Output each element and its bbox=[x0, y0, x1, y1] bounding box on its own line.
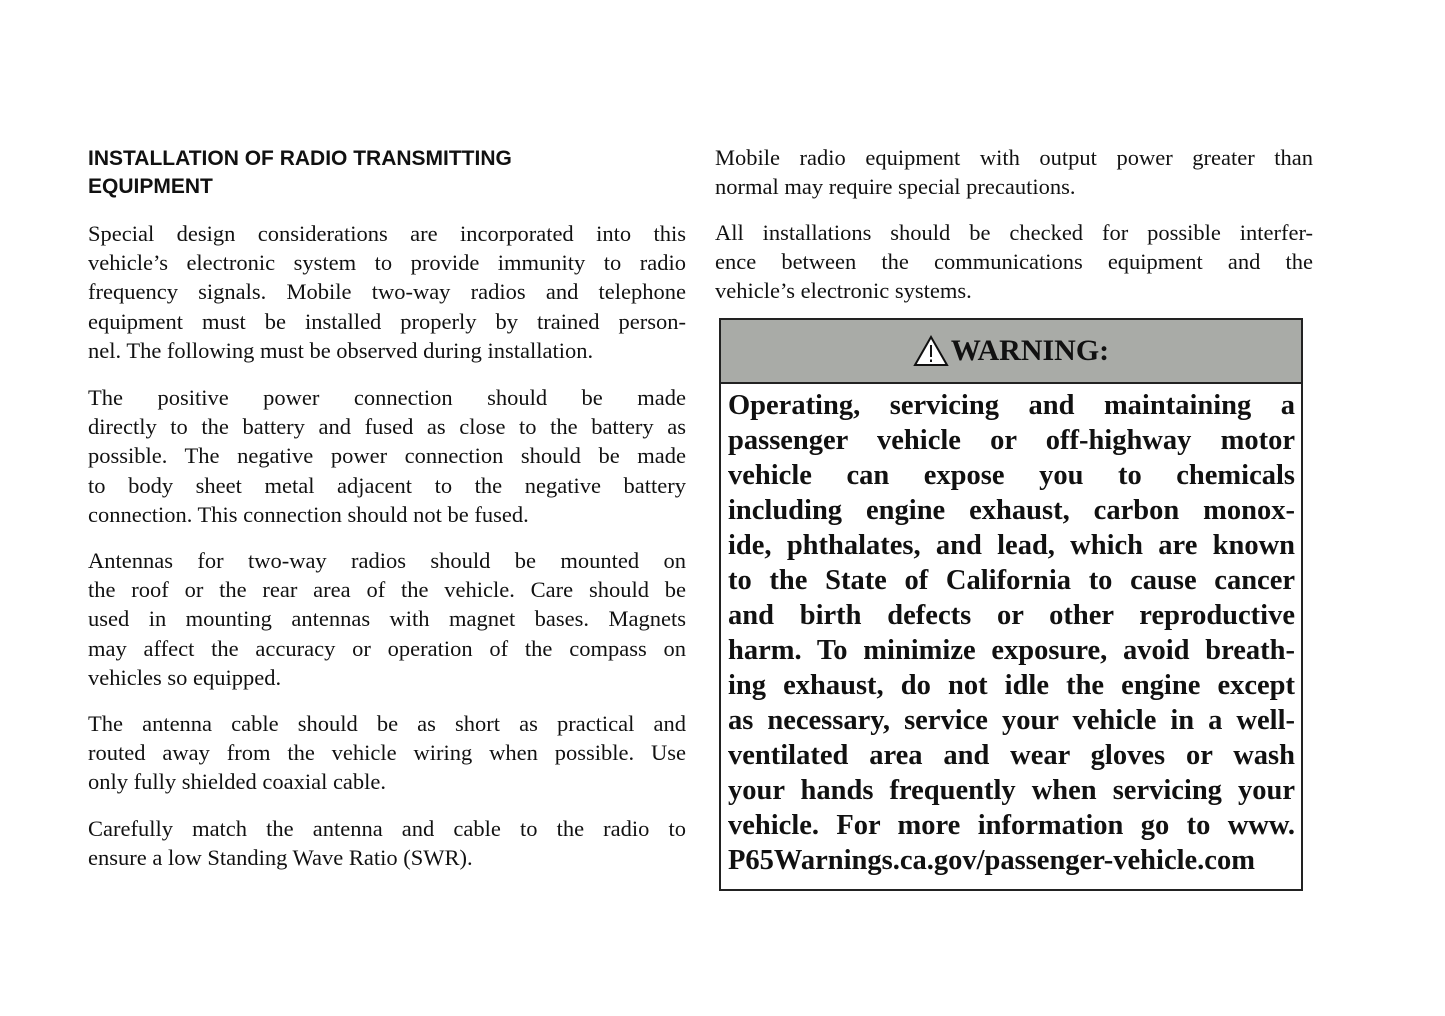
warning-line: your hands frequently when servicing your bbox=[728, 775, 1295, 806]
text-line: vehicles so equipped. bbox=[88, 664, 282, 690]
text-line: The positive power connection should be made bbox=[88, 385, 686, 410]
text-line: to body sheet metal adjacent to the negative battery bbox=[88, 472, 686, 498]
warning-line: ventilated area and wear gloves or wash bbox=[728, 740, 1295, 771]
warning-line: Operating, servicing and maintaining a bbox=[728, 390, 1295, 421]
text-line: frequency signals. Mobile two-way radios and telephone bbox=[88, 279, 686, 305]
text-line: nel. The following must be observed during installation. bbox=[88, 337, 594, 363]
warning-line: ing exhaust, do not idle the engine except bbox=[728, 670, 1295, 701]
text-line: Carefully match the antenna and cable to the radio to bbox=[88, 816, 686, 841]
text-line: routed away from the vehicle wiring when possible. Use bbox=[88, 740, 686, 766]
warning-triangle-icon bbox=[913, 335, 949, 367]
text-line: vehicle’s electronic system to provide immunity to radio bbox=[88, 250, 686, 276]
text-line: The antenna cable should be as short as practical and bbox=[88, 711, 686, 736]
warning-line: including engine exhaust, carbon monox- bbox=[728, 495, 1295, 526]
warning-title: WARNING: bbox=[950, 334, 1110, 367]
text-line: All installations should be checked for possible interfer- bbox=[715, 220, 1313, 245]
text-line: possible. The negative power connection should be made bbox=[88, 443, 686, 469]
paragraph bbox=[88, 709, 686, 797]
warning-line: harm. To minimize exposure, avoid breath- bbox=[728, 635, 1295, 666]
paragraph bbox=[88, 219, 686, 365]
text-line: equipment must be installed properly by trained person- bbox=[88, 308, 686, 334]
text-line: connection. This connection should not be fused. bbox=[88, 501, 529, 527]
warning-line: as necessary, service your vehicle in a well- bbox=[728, 705, 1295, 736]
warning-text bbox=[721, 384, 1301, 878]
text-line: may affect the accuracy or operation of the compass on bbox=[88, 635, 686, 661]
text-line: vehicle’s electronic systems. bbox=[715, 278, 972, 304]
text-line: the roof or the rear area of the vehicle. Care should be bbox=[88, 577, 686, 603]
warning-line: ide, phthalates, and lead, which are known bbox=[728, 530, 1295, 561]
text-line: ensure a low Standing Wave Ratio (SWR). bbox=[88, 845, 473, 871]
warning-line: P65Warnings.ca.gov/passenger-vehicle.com bbox=[728, 845, 1255, 876]
warning-line: and birth defects or other reproductive bbox=[728, 600, 1295, 631]
paragraph bbox=[88, 814, 686, 872]
heading-line: INSTALLATION OF RADIO TRANSMITTING bbox=[88, 147, 512, 170]
paragraph bbox=[88, 546, 686, 692]
warning-line: vehicle. For more information go to www. bbox=[728, 810, 1295, 841]
warning-line: vehicle can expose you to chemicals bbox=[728, 460, 1295, 491]
text-line: directly to the battery and fused as close to the battery as bbox=[88, 414, 686, 440]
warning-line: passenger vehicle or off-highway motor bbox=[728, 425, 1295, 456]
text-line: Special design considerations are incorporated into this bbox=[88, 221, 686, 246]
text-line: ence between the communications equipment and the bbox=[715, 249, 1313, 275]
paragraph bbox=[715, 218, 1313, 306]
paragraph bbox=[715, 143, 1313, 201]
heading-line: EQUIPMENT bbox=[88, 175, 213, 198]
warning-box bbox=[719, 318, 1303, 891]
text-line: only fully shielded coaxial cable. bbox=[88, 769, 387, 795]
text-line: Antennas for two-way radios should be mounted on bbox=[88, 548, 686, 573]
text-line: Mobile radio equipment with output power greater than bbox=[715, 145, 1313, 170]
text-line: used in mounting antennas with magnet bases. Magnets bbox=[88, 606, 686, 632]
text-line: normal may require special precautions. bbox=[715, 174, 1076, 200]
section-heading bbox=[88, 145, 512, 201]
paragraph bbox=[88, 383, 686, 529]
warning-line: to the State of California to cause cancer bbox=[728, 565, 1295, 596]
warning-header bbox=[721, 320, 1301, 384]
